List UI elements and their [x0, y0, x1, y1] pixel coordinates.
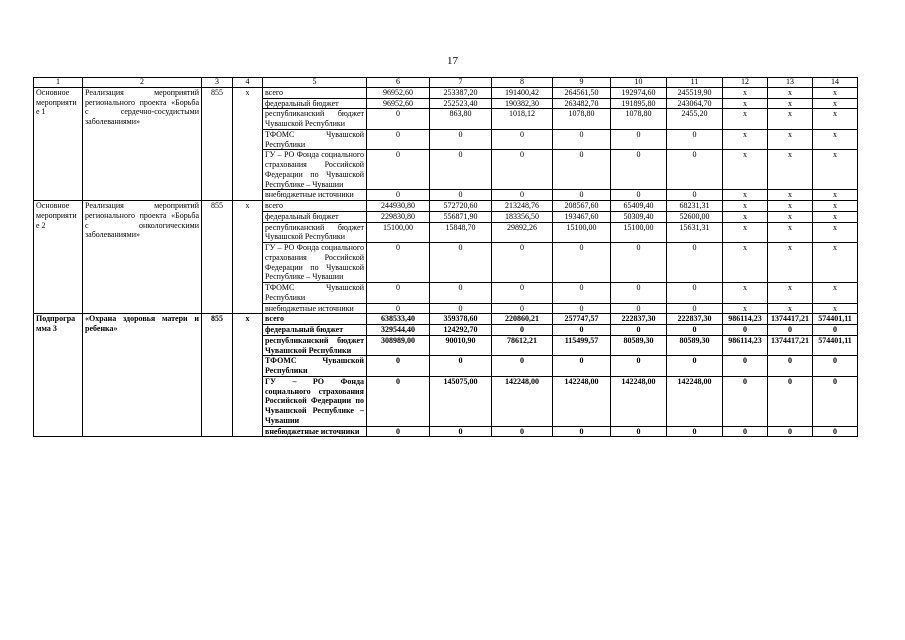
funding-source: республиканский бюджет Чувашской Республики: [263, 222, 367, 243]
value-cell: x: [813, 222, 858, 243]
value-cell: 213248,76: [492, 201, 553, 212]
value-cell: 0: [553, 356, 611, 377]
value-cell: 222837,30: [611, 314, 667, 325]
value-cell: 0: [768, 376, 813, 426]
page-number: 17: [447, 55, 458, 67]
value-cell: 863,80: [430, 109, 492, 130]
value-cell: 142248,00: [611, 376, 667, 426]
value-cell: 0: [367, 426, 430, 437]
value-cell: 65409,40: [611, 201, 667, 212]
value-cell: 0: [611, 426, 667, 437]
column-number-2: 2: [83, 78, 202, 88]
value-cell: 0: [723, 376, 768, 426]
funding-source: ТФОМС Чувашской Республики: [263, 129, 367, 150]
value-cell: 252523,40: [430, 98, 492, 109]
value-cell: 243064,70: [667, 98, 723, 109]
value-cell: 0: [367, 129, 430, 150]
value-cell: 29892,26: [492, 222, 553, 243]
value-cell: 0: [492, 150, 553, 190]
value-cell: 0: [367, 303, 430, 314]
value-cell: 80589,30: [611, 335, 667, 356]
value-cell: 15100,00: [611, 222, 667, 243]
value-cell: 0: [611, 129, 667, 150]
column-number-8: 8: [492, 78, 553, 88]
value-cell: 2455,20: [667, 109, 723, 130]
value-cell: 193467,60: [553, 211, 611, 222]
column-number-3: 3: [202, 78, 233, 88]
value-cell: 0: [553, 190, 611, 201]
value-cell: 0: [492, 283, 553, 304]
funding-source: федеральный бюджет: [263, 98, 367, 109]
value-cell: 0: [367, 283, 430, 304]
value-cell: 96952,60: [367, 87, 430, 98]
value-cell: 80589,30: [667, 335, 723, 356]
value-cell: 222837,30: [667, 314, 723, 325]
value-cell: 0: [367, 376, 430, 426]
value-cell: 52600,00: [667, 211, 723, 222]
value-cell: 0: [553, 243, 611, 283]
table-row: [34, 87, 858, 98]
value-cell: 329544,40: [367, 325, 430, 336]
program-description: Реализация мероприятий регионального проекта «Борьба с сердечно-сосудистыми заболеваниями»: [83, 87, 202, 200]
value-cell: 986114,23: [723, 335, 768, 356]
value-cell: x: [723, 87, 768, 98]
value-cell: 0: [813, 356, 858, 377]
value-cell: 15631,31: [667, 222, 723, 243]
value-cell: 183356,50: [492, 211, 553, 222]
program-description: «Охрана здоровья матери и ребенка»: [83, 314, 202, 437]
column-number-10: 10: [611, 78, 667, 88]
value-cell: x: [768, 243, 813, 283]
value-cell: 0: [768, 356, 813, 377]
value-cell: x: [813, 303, 858, 314]
code-cell: 855: [202, 201, 233, 314]
value-cell: 0: [768, 426, 813, 437]
marker-cell: x: [233, 87, 263, 200]
value-cell: x: [813, 150, 858, 190]
value-cell: 190382,30: [492, 98, 553, 109]
value-cell: 208567,60: [553, 201, 611, 212]
marker-cell: x: [233, 201, 263, 314]
value-cell: 574401,11: [813, 335, 858, 356]
funding-source: ТФОМС Чувашской Республики: [263, 283, 367, 304]
funding-source: всего: [263, 314, 367, 325]
value-cell: 145075,00: [430, 376, 492, 426]
value-cell: 0: [723, 426, 768, 437]
program-name: Основное мероприятие 1: [34, 87, 83, 200]
value-cell: 359378,60: [430, 314, 492, 325]
value-cell: 191895,80: [611, 98, 667, 109]
value-cell: 0: [611, 243, 667, 283]
value-cell: 0: [492, 243, 553, 283]
value-cell: 142248,00: [553, 376, 611, 426]
value-cell: x: [723, 109, 768, 130]
value-cell: 96952,60: [367, 98, 430, 109]
value-cell: 556871,90: [430, 211, 492, 222]
value-cell: 0: [430, 303, 492, 314]
value-cell: x: [723, 243, 768, 283]
value-cell: 263482,70: [553, 98, 611, 109]
value-cell: x: [768, 222, 813, 243]
marker-cell: x: [233, 314, 263, 437]
value-cell: 0: [430, 190, 492, 201]
value-cell: 0: [667, 325, 723, 336]
value-cell: 1078,80: [553, 109, 611, 130]
value-cell: x: [768, 283, 813, 304]
value-cell: 0: [667, 356, 723, 377]
value-cell: 0: [611, 356, 667, 377]
table-header-row: [34, 78, 858, 88]
value-cell: x: [723, 303, 768, 314]
value-cell: 574401,11: [813, 314, 858, 325]
value-cell: 0: [492, 129, 553, 150]
value-cell: 0: [430, 426, 492, 437]
value-cell: 0: [430, 356, 492, 377]
column-number-5: 5: [263, 78, 367, 88]
value-cell: 986114,23: [723, 314, 768, 325]
value-cell: x: [768, 150, 813, 190]
value-cell: 1374417,21: [768, 335, 813, 356]
funding-source: федеральный бюджет: [263, 325, 367, 336]
funding-source: республиканский бюджет Чувашской Республики: [263, 109, 367, 130]
value-cell: 0: [667, 283, 723, 304]
value-cell: 0: [367, 109, 430, 130]
value-cell: x: [723, 129, 768, 150]
value-cell: 572720,60: [430, 201, 492, 212]
value-cell: 115499,57: [553, 335, 611, 356]
value-cell: 0: [553, 150, 611, 190]
value-cell: 0: [667, 150, 723, 190]
value-cell: 192974,60: [611, 87, 667, 98]
funding-source: всего: [263, 201, 367, 212]
value-cell: x: [813, 283, 858, 304]
value-cell: x: [813, 98, 858, 109]
value-cell: 0: [553, 303, 611, 314]
value-cell: 0: [430, 129, 492, 150]
value-cell: 191400,42: [492, 87, 553, 98]
value-cell: 220860,21: [492, 314, 553, 325]
value-cell: 0: [430, 150, 492, 190]
value-cell: 1374417,21: [768, 314, 813, 325]
value-cell: 0: [367, 150, 430, 190]
value-cell: 0: [723, 325, 768, 336]
funding-source: ГУ – РО Фонда социального страхования Российской Федерации по Чувашской Республике – Чувашии: [263, 376, 367, 426]
value-cell: x: [813, 190, 858, 201]
value-cell: 124292,70: [430, 325, 492, 336]
value-cell: 15848,70: [430, 222, 492, 243]
value-cell: x: [723, 211, 768, 222]
value-cell: x: [813, 243, 858, 283]
value-cell: 0: [667, 303, 723, 314]
column-number-6: 6: [367, 78, 430, 88]
value-cell: x: [768, 201, 813, 212]
value-cell: 0: [667, 426, 723, 437]
value-cell: x: [768, 190, 813, 201]
value-cell: x: [813, 109, 858, 130]
code-cell: 855: [202, 314, 233, 437]
value-cell: x: [813, 87, 858, 98]
value-cell: 0: [667, 243, 723, 283]
value-cell: 0: [667, 190, 723, 201]
value-cell: 0: [611, 283, 667, 304]
value-cell: x: [768, 98, 813, 109]
column-number-7: 7: [430, 78, 492, 88]
value-cell: x: [723, 190, 768, 201]
funding-source: всего: [263, 87, 367, 98]
value-cell: x: [723, 150, 768, 190]
value-cell: 68231,31: [667, 201, 723, 212]
value-cell: 0: [813, 376, 858, 426]
funding-source: ГУ – РО Фонда социального страхования Российской Федерации по Чувашской Республике – Чувашии: [263, 150, 367, 190]
value-cell: 0: [723, 356, 768, 377]
value-cell: 90010,90: [430, 335, 492, 356]
value-cell: 0: [813, 426, 858, 437]
value-cell: 0: [611, 325, 667, 336]
value-cell: 244930,80: [367, 201, 430, 212]
program-description: Реализация мероприятий регионального проекта «Борьба с онкологическими заболеваниями»: [83, 201, 202, 314]
table-row: [34, 314, 858, 325]
value-cell: x: [768, 211, 813, 222]
funding-source: внебюджетные источники: [263, 426, 367, 437]
value-cell: 0: [367, 190, 430, 201]
value-cell: 0: [492, 356, 553, 377]
value-cell: 0: [367, 243, 430, 283]
value-cell: x: [723, 283, 768, 304]
value-cell: 0: [492, 426, 553, 437]
value-cell: x: [768, 303, 813, 314]
value-cell: 0: [553, 129, 611, 150]
value-cell: x: [723, 222, 768, 243]
value-cell: 253387,20: [430, 87, 492, 98]
column-number-9: 9: [553, 78, 611, 88]
value-cell: 142248,00: [492, 376, 553, 426]
code-cell: 855: [202, 87, 233, 200]
value-cell: x: [723, 201, 768, 212]
funding-source: ГУ – РО Фонда социального страхования Российской Федерации по Чувашской Республике – Чувашии: [263, 243, 367, 283]
value-cell: 308989,00: [367, 335, 430, 356]
value-cell: 0: [492, 190, 553, 201]
value-cell: 0: [492, 325, 553, 336]
value-cell: 15100,00: [553, 222, 611, 243]
value-cell: x: [768, 87, 813, 98]
value-cell: 15100,00: [367, 222, 430, 243]
funding-source: республиканский бюджет Чувашской Республики: [263, 335, 367, 356]
value-cell: 50309,40: [611, 211, 667, 222]
column-number-14: 14: [813, 78, 858, 88]
value-cell: 1078,80: [611, 109, 667, 130]
funding-source: внебюджетные источники: [263, 303, 367, 314]
funding-source: федеральный бюджет: [263, 211, 367, 222]
value-cell: 245519,90: [667, 87, 723, 98]
value-cell: 0: [813, 325, 858, 336]
value-cell: 0: [492, 303, 553, 314]
value-cell: x: [723, 98, 768, 109]
value-cell: 0: [553, 325, 611, 336]
program-name: Подпрограмма 3: [34, 314, 83, 437]
value-cell: 1018,12: [492, 109, 553, 130]
value-cell: 229830,80: [367, 211, 430, 222]
budget-table: [33, 77, 858, 437]
value-cell: 0: [611, 190, 667, 201]
value-cell: 264561,50: [553, 87, 611, 98]
value-cell: 0: [611, 303, 667, 314]
value-cell: 0: [430, 243, 492, 283]
value-cell: 142248,00: [667, 376, 723, 426]
column-number-11: 11: [667, 78, 723, 88]
value-cell: 78612,21: [492, 335, 553, 356]
value-cell: 0: [611, 150, 667, 190]
value-cell: x: [813, 129, 858, 150]
column-number-13: 13: [768, 78, 813, 88]
value-cell: x: [768, 109, 813, 130]
funding-source: ТФОМС Чувашской Республики: [263, 356, 367, 377]
value-cell: 0: [430, 283, 492, 304]
value-cell: 0: [367, 356, 430, 377]
value-cell: x: [813, 211, 858, 222]
value-cell: 0: [553, 426, 611, 437]
column-number-12: 12: [723, 78, 768, 88]
value-cell: 257747,57: [553, 314, 611, 325]
value-cell: 0: [667, 129, 723, 150]
value-cell: 638533,40: [367, 314, 430, 325]
column-number-1: 1: [34, 78, 83, 88]
funding-source: внебюджетные источники: [263, 190, 367, 201]
value-cell: 0: [553, 283, 611, 304]
table-row: [34, 201, 858, 212]
value-cell: x: [813, 201, 858, 212]
value-cell: x: [768, 129, 813, 150]
column-number-4: 4: [233, 78, 263, 88]
value-cell: 0: [768, 325, 813, 336]
program-name: Основное мероприятие 2: [34, 201, 83, 314]
